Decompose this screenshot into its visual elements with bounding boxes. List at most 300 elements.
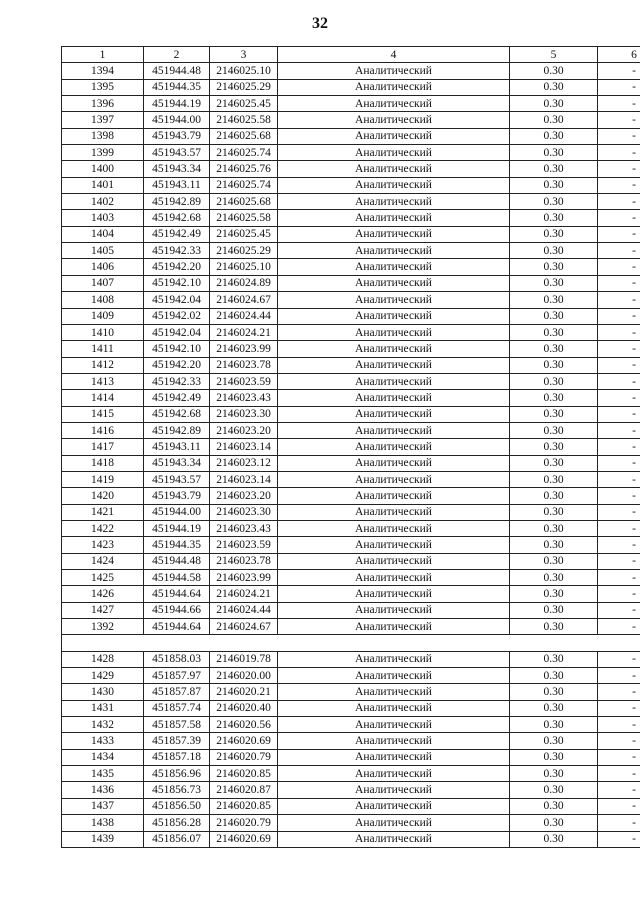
cell-method: Аналитический (278, 651, 510, 667)
cell-coord-y: 2146024.89 (210, 275, 278, 291)
cell-method: Аналитический (278, 520, 510, 536)
cell-point-number: 1434 (62, 749, 144, 765)
cell-method: Аналитический (278, 586, 510, 602)
separator-row (62, 635, 640, 651)
table-row (62, 651, 640, 667)
cell-accuracy: 0.30 (510, 259, 598, 275)
cell-point-number: 1419 (62, 471, 144, 487)
cell-method: Аналитический (278, 145, 510, 161)
cell-note: - (598, 243, 640, 259)
cell-coord-x: 451944.35 (144, 79, 210, 95)
cell-accuracy: 0.30 (510, 373, 598, 389)
cell-note: - (598, 471, 640, 487)
cell-point-number: 1403 (62, 210, 144, 226)
cell-coord-x: 451942.89 (144, 194, 210, 210)
cell-method: Аналитический (278, 308, 510, 324)
cell-point-number: 1437 (62, 798, 144, 814)
cell-method: Аналитический (278, 210, 510, 226)
cell-accuracy: 0.30 (510, 292, 598, 308)
cell-method: Аналитический (278, 128, 510, 144)
cell-coord-x: 451942.10 (144, 275, 210, 291)
cell-accuracy: 0.30 (510, 161, 598, 177)
cell-coord-x: 451943.34 (144, 161, 210, 177)
cell-coord-x: 451857.74 (144, 700, 210, 716)
cell-note: - (598, 275, 640, 291)
cell-note: - (598, 766, 640, 782)
cell-method: Аналитический (278, 79, 510, 95)
cell-point-number: 1439 (62, 831, 144, 847)
cell-note: - (598, 341, 640, 357)
cell-coord-x: 451942.20 (144, 357, 210, 373)
table-row (62, 357, 640, 373)
table-row (62, 749, 640, 765)
cell-accuracy: 0.30 (510, 275, 598, 291)
cell-method: Аналитический (278, 471, 510, 487)
header-col-4: 4 (278, 47, 510, 63)
coordinates-table (61, 46, 640, 848)
cell-point-number: 1429 (62, 668, 144, 684)
cell-coord-y: 2146023.59 (210, 373, 278, 389)
cell-point-number: 1401 (62, 177, 144, 193)
cell-method: Аналитический (278, 668, 510, 684)
table-row (62, 96, 640, 112)
cell-note: - (598, 63, 640, 79)
table-row (62, 177, 640, 193)
cell-coord-y: 2146025.68 (210, 128, 278, 144)
cell-method: Аналитический (278, 782, 510, 798)
cell-note: - (598, 308, 640, 324)
cell-coord-x: 451942.02 (144, 308, 210, 324)
cell-method: Аналитический (278, 357, 510, 373)
cell-coord-x: 451857.18 (144, 749, 210, 765)
cell-point-number: 1420 (62, 488, 144, 504)
cell-note: - (598, 815, 640, 831)
cell-coord-y: 2146024.44 (210, 308, 278, 324)
table-row (62, 798, 640, 814)
cell-method: Аналитический (278, 112, 510, 128)
cell-coord-y: 2146025.45 (210, 96, 278, 112)
cell-accuracy: 0.30 (510, 504, 598, 520)
cell-coord-x: 451942.04 (144, 292, 210, 308)
cell-accuracy: 0.30 (510, 96, 598, 112)
cell-coord-x: 451856.07 (144, 831, 210, 847)
cell-coord-x: 451943.34 (144, 455, 210, 471)
cell-accuracy: 0.30 (510, 226, 598, 242)
cell-coord-y: 2146025.68 (210, 194, 278, 210)
cell-coord-x: 451856.28 (144, 815, 210, 831)
table-row (62, 63, 640, 79)
cell-note: - (598, 520, 640, 536)
table-row (62, 161, 640, 177)
cell-coord-y: 2146020.69 (210, 733, 278, 749)
table-row (62, 341, 640, 357)
cell-coord-y: 2146024.67 (210, 292, 278, 308)
cell-accuracy: 0.30 (510, 471, 598, 487)
cell-point-number: 1433 (62, 733, 144, 749)
cell-method: Аналитический (278, 570, 510, 586)
cell-note: - (598, 324, 640, 340)
cell-note: - (598, 570, 640, 586)
cell-coord-y: 2146020.85 (210, 798, 278, 814)
cell-note: - (598, 292, 640, 308)
table-row (62, 782, 640, 798)
table-row (62, 619, 640, 635)
cell-method: Аналитический (278, 619, 510, 635)
cell-coord-y: 2146023.20 (210, 488, 278, 504)
table-row (62, 570, 640, 586)
cell-coord-x: 451857.87 (144, 684, 210, 700)
table-row (62, 553, 640, 569)
cell-point-number: 1407 (62, 275, 144, 291)
table-row (62, 259, 640, 275)
cell-method: Аналитический (278, 422, 510, 438)
cell-coord-y: 2146024.67 (210, 619, 278, 635)
cell-coord-x: 451856.73 (144, 782, 210, 798)
cell-coord-y: 2146019.78 (210, 651, 278, 667)
cell-point-number: 1404 (62, 226, 144, 242)
cell-accuracy: 0.30 (510, 782, 598, 798)
cell-method: Аналитический (278, 553, 510, 569)
cell-method: Аналитический (278, 194, 510, 210)
cell-accuracy: 0.30 (510, 553, 598, 569)
cell-accuracy: 0.30 (510, 668, 598, 684)
cell-coord-x: 451944.64 (144, 619, 210, 635)
cell-point-number: 1438 (62, 815, 144, 831)
cell-note: - (598, 145, 640, 161)
cell-coord-y: 2146025.58 (210, 112, 278, 128)
cell-coord-x: 451942.49 (144, 390, 210, 406)
cell-note: - (598, 651, 640, 667)
cell-coord-y: 2146020.87 (210, 782, 278, 798)
cell-coord-x: 451942.68 (144, 210, 210, 226)
cell-point-number: 1430 (62, 684, 144, 700)
table-row (62, 733, 640, 749)
cell-coord-y: 2146025.58 (210, 210, 278, 226)
cell-coord-y: 2146020.85 (210, 766, 278, 782)
cell-accuracy: 0.30 (510, 145, 598, 161)
cell-point-number: 1406 (62, 259, 144, 275)
cell-coord-x: 451942.20 (144, 259, 210, 275)
cell-point-number: 1414 (62, 390, 144, 406)
cell-accuracy: 0.30 (510, 488, 598, 504)
cell-coord-y: 2146023.59 (210, 537, 278, 553)
cell-coord-y: 2146025.29 (210, 79, 278, 95)
cell-coord-y: 2146020.56 (210, 717, 278, 733)
table-row (62, 324, 640, 340)
cell-method: Аналитический (278, 602, 510, 618)
cell-method: Аналитический (278, 488, 510, 504)
cell-method: Аналитический (278, 341, 510, 357)
table-row (62, 422, 640, 438)
cell-point-number: 1417 (62, 439, 144, 455)
cell-point-number: 1395 (62, 79, 144, 95)
cell-method: Аналитический (278, 324, 510, 340)
cell-note: - (598, 831, 640, 847)
cell-accuracy: 0.30 (510, 570, 598, 586)
cell-accuracy: 0.30 (510, 112, 598, 128)
cell-coord-x: 451943.11 (144, 439, 210, 455)
cell-note: - (598, 226, 640, 242)
table-row (62, 243, 640, 259)
table-row (62, 275, 640, 291)
cell-coord-x: 451944.48 (144, 63, 210, 79)
cell-coord-y: 2146020.40 (210, 700, 278, 716)
cell-point-number: 1412 (62, 357, 144, 373)
table-row (62, 831, 640, 847)
cell-coord-y: 2146023.14 (210, 471, 278, 487)
cell-point-number: 1402 (62, 194, 144, 210)
cell-accuracy: 0.30 (510, 520, 598, 536)
cell-coord-x: 451857.58 (144, 717, 210, 733)
table-row (62, 586, 640, 602)
cell-coord-x: 451858.03 (144, 651, 210, 667)
cell-method: Аналитический (278, 455, 510, 471)
table-row (62, 700, 640, 716)
table-row (62, 406, 640, 422)
cell-accuracy: 0.30 (510, 422, 598, 438)
cell-coord-y: 2146023.43 (210, 390, 278, 406)
cell-method: Аналитический (278, 717, 510, 733)
table-row (62, 292, 640, 308)
cell-method: Аналитический (278, 700, 510, 716)
cell-accuracy: 0.30 (510, 749, 598, 765)
cell-accuracy: 0.30 (510, 177, 598, 193)
cell-coord-y: 2146023.78 (210, 553, 278, 569)
cell-coord-x: 451944.58 (144, 570, 210, 586)
header-col-5: 5 (510, 47, 598, 63)
cell-point-number: 1411 (62, 341, 144, 357)
cell-coord-x: 451944.00 (144, 504, 210, 520)
cell-coord-x: 451857.39 (144, 733, 210, 749)
table-row (62, 520, 640, 536)
cell-method: Аналитический (278, 373, 510, 389)
cell-note: - (598, 733, 640, 749)
cell-point-number: 1424 (62, 553, 144, 569)
cell-note: - (598, 79, 640, 95)
cell-point-number: 1405 (62, 243, 144, 259)
cell-note: - (598, 390, 640, 406)
cell-method: Аналитический (278, 243, 510, 259)
cell-accuracy: 0.30 (510, 700, 598, 716)
table-row (62, 488, 640, 504)
table-row (62, 145, 640, 161)
table-row (62, 373, 640, 389)
cell-note: - (598, 357, 640, 373)
cell-point-number: 1408 (62, 292, 144, 308)
cell-coord-y: 2146024.21 (210, 586, 278, 602)
cell-note: - (598, 717, 640, 733)
table-row (62, 226, 640, 242)
cell-coord-x: 451944.35 (144, 537, 210, 553)
cell-method: Аналитический (278, 504, 510, 520)
cell-point-number: 1435 (62, 766, 144, 782)
cell-note: - (598, 619, 640, 635)
cell-point-number: 1436 (62, 782, 144, 798)
cell-coord-y: 2146025.29 (210, 243, 278, 259)
cell-point-number: 1398 (62, 128, 144, 144)
cell-coord-x: 451943.79 (144, 488, 210, 504)
cell-coord-x: 451942.49 (144, 226, 210, 242)
cell-accuracy: 0.30 (510, 308, 598, 324)
cell-coord-x: 451944.64 (144, 586, 210, 602)
cell-method: Аналитический (278, 766, 510, 782)
cell-point-number: 1426 (62, 586, 144, 602)
cell-coord-x: 451942.33 (144, 373, 210, 389)
table-row (62, 471, 640, 487)
table-row (62, 815, 640, 831)
cell-note: - (598, 700, 640, 716)
cell-note: - (598, 112, 640, 128)
cell-coord-y: 2146023.30 (210, 504, 278, 520)
cell-coord-y: 2146024.44 (210, 602, 278, 618)
cell-note: - (598, 488, 640, 504)
cell-coord-x: 451856.96 (144, 766, 210, 782)
cell-coord-x: 451943.79 (144, 128, 210, 144)
cell-coord-y: 2146020.69 (210, 831, 278, 847)
cell-note: - (598, 210, 640, 226)
cell-accuracy: 0.30 (510, 341, 598, 357)
cell-accuracy: 0.30 (510, 815, 598, 831)
cell-coord-y: 2146020.21 (210, 684, 278, 700)
cell-method: Аналитический (278, 733, 510, 749)
cell-coord-y: 2146023.43 (210, 520, 278, 536)
cell-method: Аналитический (278, 275, 510, 291)
table-row (62, 210, 640, 226)
cell-note: - (598, 177, 640, 193)
cell-method: Аналитический (278, 292, 510, 308)
cell-coord-y: 2146020.00 (210, 668, 278, 684)
cell-note: - (598, 668, 640, 684)
table-row (62, 390, 640, 406)
cell-note: - (598, 504, 640, 520)
cell-coord-y: 2146025.76 (210, 161, 278, 177)
table-row (62, 194, 640, 210)
cell-note: - (598, 439, 640, 455)
table-row (62, 537, 640, 553)
table-row (62, 668, 640, 684)
cell-accuracy: 0.30 (510, 79, 598, 95)
cell-accuracy: 0.30 (510, 798, 598, 814)
cell-coord-y: 2146020.79 (210, 815, 278, 831)
cell-note: - (598, 96, 640, 112)
header-col-1: 1 (62, 47, 144, 63)
cell-accuracy: 0.30 (510, 439, 598, 455)
cell-coord-y: 2146023.99 (210, 341, 278, 357)
cell-point-number: 1396 (62, 96, 144, 112)
cell-method: Аналитический (278, 831, 510, 847)
cell-accuracy: 0.30 (510, 766, 598, 782)
cell-accuracy: 0.30 (510, 586, 598, 602)
table-row (62, 504, 640, 520)
cell-coord-x: 451944.48 (144, 553, 210, 569)
cell-accuracy: 0.30 (510, 128, 598, 144)
cell-coord-y: 2146025.74 (210, 177, 278, 193)
cell-note: - (598, 684, 640, 700)
cell-method: Аналитический (278, 815, 510, 831)
cell-accuracy: 0.30 (510, 651, 598, 667)
cell-coord-x: 451942.10 (144, 341, 210, 357)
header-row (62, 47, 640, 63)
cell-accuracy: 0.30 (510, 602, 598, 618)
cell-coord-y: 2146025.10 (210, 259, 278, 275)
cell-coord-y: 2146024.21 (210, 324, 278, 340)
cell-point-number: 1425 (62, 570, 144, 586)
cell-coord-x: 451944.66 (144, 602, 210, 618)
cell-accuracy: 0.30 (510, 619, 598, 635)
cell-method: Аналитический (278, 63, 510, 79)
cell-note: - (598, 798, 640, 814)
table-row (62, 717, 640, 733)
cell-method: Аналитический (278, 161, 510, 177)
cell-accuracy: 0.30 (510, 390, 598, 406)
cell-note: - (598, 161, 640, 177)
cell-coord-x: 451943.57 (144, 145, 210, 161)
cell-point-number: 1415 (62, 406, 144, 422)
cell-coord-y: 2146023.78 (210, 357, 278, 373)
cell-method: Аналитический (278, 177, 510, 193)
cell-coord-y: 2146023.12 (210, 455, 278, 471)
table-row (62, 79, 640, 95)
table-body (62, 63, 640, 848)
cell-point-number: 1410 (62, 324, 144, 340)
table-row (62, 112, 640, 128)
table-header (62, 47, 640, 63)
cell-note: - (598, 782, 640, 798)
cell-point-number: 1428 (62, 651, 144, 667)
cell-accuracy: 0.30 (510, 357, 598, 373)
table-row (62, 455, 640, 471)
page-number: 32 (312, 15, 328, 32)
cell-accuracy: 0.30 (510, 243, 598, 259)
cell-coord-y: 2146025.45 (210, 226, 278, 242)
cell-coord-y: 2146023.30 (210, 406, 278, 422)
cell-note: - (598, 373, 640, 389)
cell-coord-y: 2146020.79 (210, 749, 278, 765)
separator-cell (62, 635, 640, 651)
cell-coord-y: 2146023.14 (210, 439, 278, 455)
cell-accuracy: 0.30 (510, 194, 598, 210)
cell-accuracy: 0.30 (510, 210, 598, 226)
cell-accuracy: 0.30 (510, 63, 598, 79)
table-row (62, 766, 640, 782)
cell-point-number: 1392 (62, 619, 144, 635)
cell-method: Аналитический (278, 798, 510, 814)
cell-point-number: 1394 (62, 63, 144, 79)
table-row (62, 308, 640, 324)
cell-coord-y: 2146023.20 (210, 422, 278, 438)
cell-note: - (598, 537, 640, 553)
cell-coord-x: 451857.97 (144, 668, 210, 684)
cell-coord-x: 451942.89 (144, 422, 210, 438)
cell-coord-x: 451944.00 (144, 112, 210, 128)
table-row (62, 602, 640, 618)
cell-accuracy: 0.30 (510, 455, 598, 471)
cell-coord-x: 451942.33 (144, 243, 210, 259)
cell-coord-y: 2146025.74 (210, 145, 278, 161)
cell-coord-y: 2146025.10 (210, 63, 278, 79)
cell-method: Аналитический (278, 684, 510, 700)
cell-method: Аналитический (278, 749, 510, 765)
cell-method: Аналитический (278, 226, 510, 242)
cell-note: - (598, 128, 640, 144)
cell-coord-x: 451943.11 (144, 177, 210, 193)
header-col-6: 6 (598, 47, 640, 63)
cell-note: - (598, 586, 640, 602)
cell-coord-x: 451943.57 (144, 471, 210, 487)
cell-point-number: 1413 (62, 373, 144, 389)
cell-coord-x: 451944.19 (144, 520, 210, 536)
cell-note: - (598, 422, 640, 438)
